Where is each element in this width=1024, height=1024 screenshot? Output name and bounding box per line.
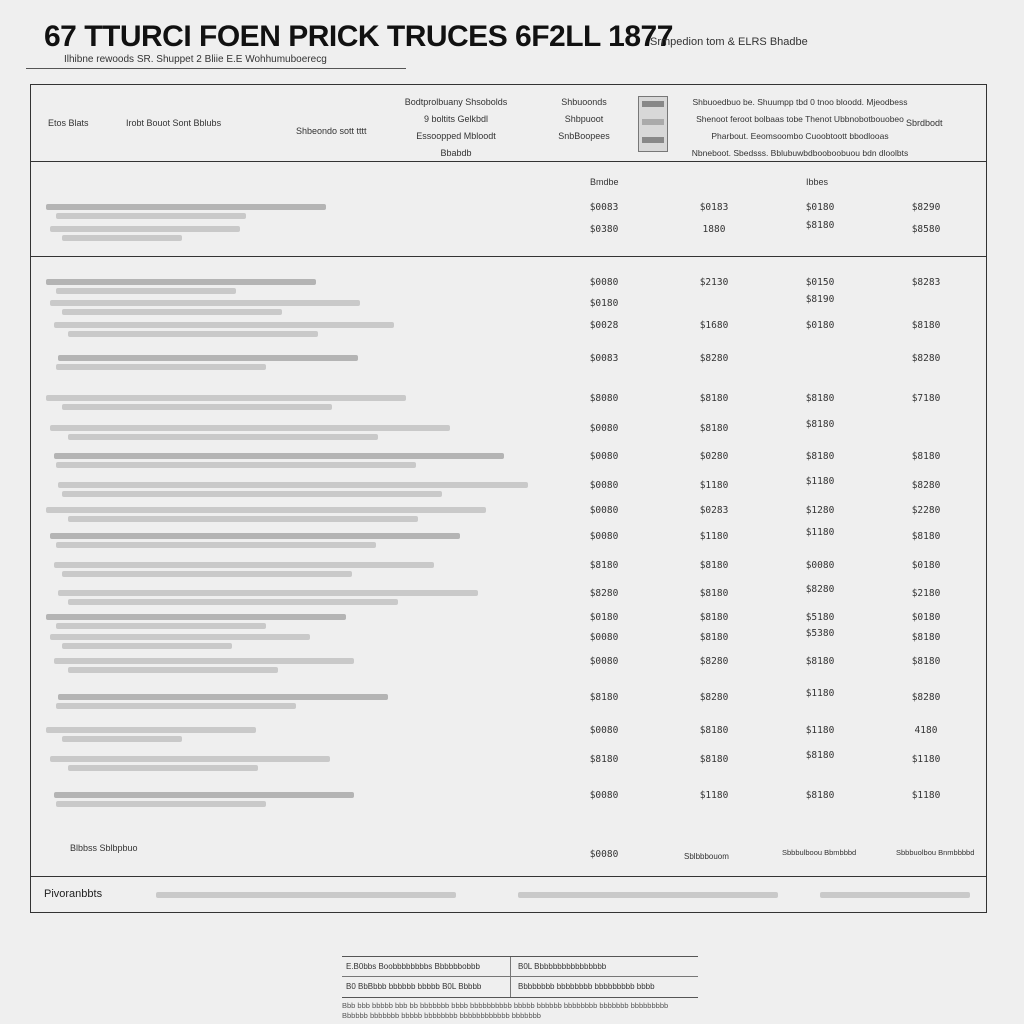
section2-price-cell: $8180 [699, 560, 729, 571]
section1-price-cell: $8290 [911, 202, 941, 213]
section2-description-blur [62, 571, 352, 577]
section2-price-cell: $0280 [699, 451, 729, 462]
section2-price-cell: $0180 [589, 612, 619, 623]
section2-price-cell: $8280 [699, 656, 729, 667]
section2-description-blur [46, 279, 316, 285]
section2-description-blur [68, 599, 398, 605]
section1-price-cell: $0380 [589, 224, 619, 235]
section2-description-blur [50, 756, 330, 762]
header-col1: Etos Blats [48, 118, 89, 128]
section2-price-cell: $0080 [589, 480, 619, 491]
header-col5: Shbuoonds Shbpuoot SnbBoopees [558, 97, 610, 141]
section2-price-cell: $0080 [589, 632, 619, 643]
section2-description-blur [68, 331, 318, 337]
price-label-a: Bmdbe [590, 177, 619, 187]
section2-price-cell: $8280 [911, 353, 941, 364]
footer-box-tr: B0L Bbbbbbbbbbbbbbbb [518, 962, 607, 971]
subtitle-rule [26, 68, 406, 69]
section2-description-blur [62, 404, 332, 410]
price-label-b: Ibbes [806, 177, 829, 187]
section1-price-cell: $0183 [699, 202, 729, 213]
section2-description-blur [54, 562, 434, 568]
header-col3: Shbeondo sott tttt [296, 126, 367, 136]
section2-price-cell: $8080 [589, 393, 619, 404]
section1-description-blur [56, 213, 246, 219]
section2-price-cell: $1180 [699, 790, 729, 801]
section2-description-blur [46, 727, 256, 733]
section2-description-blur [68, 765, 258, 771]
section2-price-cell: $1180 [805, 725, 835, 736]
section2-price-cell: $1180 [699, 531, 729, 542]
footer-fine-print-2: Bbbbbb bbbbbbb bbbbb bbbbbbbb bbbbbbbbbbbb bbbbbbb [342, 1011, 541, 1020]
section2-description-blur [56, 288, 236, 294]
section2-price-cell: $0080 [805, 560, 835, 571]
section2-description-blur [62, 643, 232, 649]
section2-price-cell: $8180 [589, 754, 619, 765]
section2-description-blur [68, 516, 418, 522]
section1-description-blur [62, 235, 182, 241]
section2-description-blur [58, 694, 388, 700]
section2-price-cell: $8280 [911, 480, 941, 491]
section2-price-cell: $8180 [911, 531, 941, 542]
section2-description-blur [68, 667, 278, 673]
section1-description-blur [50, 226, 240, 232]
section2-price-cell: $8180 [699, 754, 729, 765]
section2-description-blur [54, 658, 354, 664]
section2-price-cell: 4180 [914, 725, 938, 736]
header-col6: Shbuoedbuo be. Shuumpp tbd 0 tnoo bloodd. Mjeodbess Shenoot feroot bolbaas tobe Thenot Ubbnobotbouobeo Pharbout. Eeomsoombo Cuoobtoott bbodlooas Nbneboot. Sbedsss. Bblubuwbdbooboobuou bdn dloolbts [691, 97, 909, 158]
section2-price-cell: $7180 [911, 393, 941, 404]
section2-price-cell: $5380 [805, 628, 835, 639]
section2-price-cell: $8180 [699, 632, 729, 643]
section2-price-cell: $1180 [805, 527, 835, 538]
section2-price-cell: $0180 [911, 560, 941, 571]
section2-price-cell: $0180 [805, 320, 835, 331]
section2-price-cell: $8180 [589, 560, 619, 571]
footer-fine-print-1: Bbb bbb bbbbb bbb bb bbbbbbb bbbb bbbbbbbbbb bbbbb bbbbbb bbbbbbbb bbbbbbb bbbbbbbbb [342, 1001, 669, 1010]
section1-price-cell: $0083 [589, 202, 619, 213]
section2-price-cell: $0080 [589, 277, 619, 288]
section2-price-cell: $8280 [805, 584, 835, 595]
section2-price-cell: $1180 [805, 688, 835, 699]
section2-description-blur [54, 792, 354, 798]
section2-price-cell: $2130 [699, 277, 729, 288]
section2-price-cell: $1280 [805, 505, 835, 516]
section2-description-blur [68, 434, 378, 440]
section2-price-cell: $0080 [589, 423, 619, 434]
header-divider [31, 161, 986, 162]
section2-price-cell: $0083 [589, 353, 619, 364]
footer-label: Pivoranbbts [44, 888, 103, 900]
section-divider [31, 256, 986, 257]
section1-price-cell: 1880 [702, 224, 726, 235]
section2-description-blur [56, 703, 296, 709]
section2-description-blur [62, 491, 442, 497]
section2-description-blur [58, 355, 358, 361]
section2-price-cell: $8180 [911, 320, 941, 331]
header-col2: Irobt Bouot Sont Bblubs [126, 118, 222, 128]
section2-price-cell: $8180 [805, 790, 835, 801]
section1-price-cell: $8180 [805, 220, 835, 231]
section2-price-cell: $8180 [911, 451, 941, 462]
section2-price-cell: $8180 [805, 419, 835, 430]
section2-price-cell: $0180 [589, 298, 619, 309]
section2-price-cell: $1180 [911, 754, 941, 765]
section2-price-cell: $8180 [699, 725, 729, 736]
section2-description-blur [56, 801, 266, 807]
section2-price-cell: $2180 [911, 588, 941, 599]
section2-price-cell: $0180 [911, 612, 941, 623]
footer-box-br: Bbbbbbbb bbbbbbbb bbbbbbbbb bbbb [518, 982, 655, 991]
section2-description-blur [58, 590, 478, 596]
section2-description-blur [50, 300, 360, 306]
footer-box-tl: E.B0bbs Boobbbbbbbbs Bbbbbbobbb [346, 962, 480, 971]
section2-price-cell: $0283 [699, 505, 729, 516]
section2-price-cell: $8180 [699, 588, 729, 599]
section2-price-cell: $8180 [699, 423, 729, 434]
section2-price-cell: $1180 [699, 480, 729, 491]
section2-price-cell: $0080 [589, 790, 619, 801]
bottom-row-c2: Sblbbbouom [684, 852, 729, 861]
section2-description-blur [56, 542, 376, 548]
section2-price-cell: $1180 [805, 476, 835, 487]
footer-divider [31, 876, 986, 877]
section2-description-blur [62, 736, 182, 742]
section2-price-cell: $8283 [911, 277, 941, 288]
section2-price-cell: $8180 [911, 632, 941, 643]
section2-price-cell: $0080 [589, 451, 619, 462]
section2-price-cell: $8280 [911, 692, 941, 703]
section2-description-blur [46, 507, 486, 513]
section2-price-cell: $5180 [805, 612, 835, 623]
section2-price-cell: $0080 [589, 531, 619, 542]
section2-price-cell: $8180 [589, 692, 619, 703]
footer-blur-1 [156, 892, 456, 898]
document-title: 67 TTURCI FOEN PRICK TRUCES 6F2LL 1877 [44, 20, 673, 53]
section2-description-blur [58, 482, 528, 488]
bottom-row-c3: Sbbbulboou Bbmbbbd [782, 848, 857, 857]
section2-price-cell: $8280 [589, 588, 619, 599]
section2-price-cell: $8180 [699, 393, 729, 404]
bottom-row-price: $0080 [589, 849, 619, 860]
document-subtitle: Ilhibne rewoods SR. Shuppet 2 Bliie E.E Wohhumuboerecg [64, 54, 327, 65]
bottom-row-c4: Sbbbuolbou Bnmbbbbd [896, 848, 975, 857]
section2-price-cell: $0150 [805, 277, 835, 288]
section2-description-blur [50, 634, 310, 640]
section2-price-cell: $8280 [699, 692, 729, 703]
section2-price-cell: $8180 [805, 451, 835, 462]
section2-price-cell: $2280 [911, 505, 941, 516]
header-right-note: Srmpedion tom & ELRS Bhadbe [650, 36, 808, 48]
section2-price-cell: $8180 [805, 656, 835, 667]
section2-price-cell: $0080 [589, 505, 619, 516]
section2-description-blur [56, 462, 416, 468]
section2-price-cell: $0080 [589, 725, 619, 736]
section2-description-blur [46, 614, 346, 620]
section2-description-blur [56, 623, 266, 629]
section2-price-cell: $0028 [589, 320, 619, 331]
footer-blur-3 [820, 892, 970, 898]
section2-description-blur [62, 309, 282, 315]
section2-price-cell: $8190 [805, 294, 835, 305]
header-col7: Sbrdbodt [906, 118, 943, 128]
footer-reference-box [342, 956, 698, 998]
section2-description-blur [56, 364, 266, 370]
bottom-row-label: Blbbss Sblbpbuo [70, 843, 138, 853]
section2-description-blur [54, 453, 504, 459]
section2-price-cell: $1680 [699, 320, 729, 331]
section1-price-cell: $8580 [911, 224, 941, 235]
section2-price-cell: $1180 [911, 790, 941, 801]
section2-price-cell: $8180 [805, 750, 835, 761]
section2-description-blur [54, 322, 394, 328]
section1-description-blur [46, 204, 326, 210]
section2-price-cell: $0080 [589, 656, 619, 667]
header-col4: Bodtprolbuany Shsobolds 9 boltits Gelkbdl Essoopped Mbloodt Bbabdb [404, 97, 508, 158]
footer-blur-2 [518, 892, 778, 898]
section2-description-blur [46, 395, 406, 401]
section2-price-cell: $8180 [805, 393, 835, 404]
section2-description-blur [50, 533, 460, 539]
section1-price-cell: $0180 [805, 202, 835, 213]
section2-price-cell: $8280 [699, 353, 729, 364]
section2-description-blur [50, 425, 450, 431]
product-thumbnail-icon [638, 96, 668, 152]
footer-box-bl: B0 BbBbbb bbbbbb bbbbb B0L Bbbbb [346, 982, 482, 991]
section2-price-cell: $8180 [699, 612, 729, 623]
section2-price-cell: $8180 [911, 656, 941, 667]
